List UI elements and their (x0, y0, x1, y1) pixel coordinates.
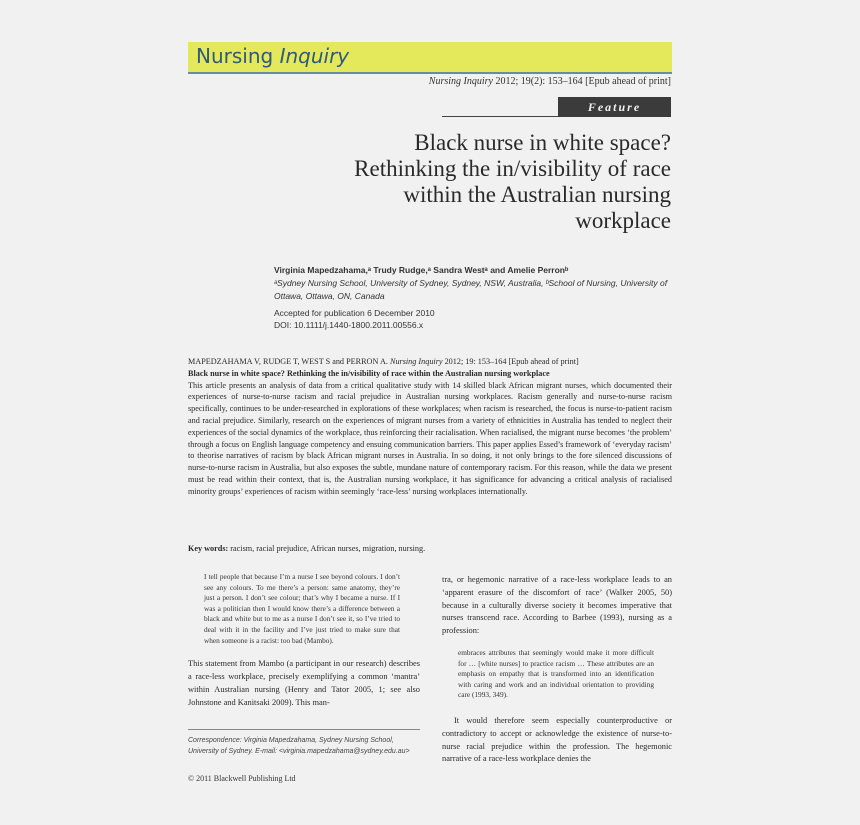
right-paragraph-2: It would therefore seem especially counterproductive or contradictory to accept or acknowledge the existence of nurse-to-nurse racial prejudice within the profession. The hegemonic narrative of a race-less workplace denies the (442, 715, 672, 764)
title-line: Rethinking the in/visibility of race (354, 156, 671, 181)
author-names: Virginia Mapedzahama,ᵃ Trudy Rudge,ᵃ Sandra Westᵃ and Amelie Perronᵇ (274, 265, 569, 275)
citation-details: 2012; 19(2): 153–164 [Epub ahead of print] (492, 76, 671, 87)
abstract-body: This article presents an analysis of data from a critical qualitative study with 14 skilled black African migrant nurses, which documented their experiences of nurse-to-nurse racism and racial prejudice in Australian nursing workplaces. Racism generally and nurse-to-nurse racism specifically, continues to be under-researched in explorations of these workplaces; when racism is researched, the focus is nurse-to-patient racism and racial prejudice. Similarly, research on the experiences of migrant nurses from a variety of ethnicities in Australia has tended to neglect their experiences of the social dynamics of the workplace, thus reinforcing their racialisation. When racialised, the migrant nurse becomes ‘the problem’ through a focus on English language competency and ensuing communication barriers. This paper applies Essed’s framework of ‘everyday racism’ to theorise narratives of racism by black African migrant nurses in Australia. In so doing, it not only brings to the fore silenced discussions of nurse-to-nurse racism in Australia, but also exposes the subtle, mundane nature of contemporary racism. For this reason, while the data we present must be read within their context, that is, the Australian nursing workplace, it has significance for advancing a critical analysis of racialised minority groups’ experiences of racism within seemingly ‘race-less’ nursing workplaces internationally. (188, 380, 672, 496)
keywords-label: Key words: (188, 544, 229, 553)
article-title (241, 130, 671, 234)
authors-block (274, 265, 674, 303)
right-block-quote: embraces attributes that seemingly would make it more difficult for … [white nurses] to practice racism … These attributes are an emphasis on empathy that is transformed into an identification with caring and work and an individual orientation to providing care (1993, 349). (458, 647, 654, 700)
keywords (188, 543, 672, 554)
acceptance-info (274, 307, 435, 331)
right-column (442, 574, 672, 766)
right-paragraph-1: tra, or hegemonic narrative of a race-less workplace leads to an ‘apparent erasure of the discomfort of race’ (Walker 2005, 50) because in a culturally diverse society it becomes imperative that nurses transcend race. According to Barbee (1993), nursing as a profession: (442, 575, 672, 636)
left-column (188, 572, 420, 709)
feature-rule (442, 116, 558, 117)
journal-header-rule (188, 72, 672, 74)
abstract (188, 356, 672, 498)
journal-header-bar (188, 42, 672, 72)
abstract-cite-journal: Nursing Inquiry (389, 357, 443, 366)
journal-name-italic: Inquiry (279, 44, 350, 68)
doi: DOI: 10.1111/j.1440-1800.2011.00556.x (274, 320, 424, 330)
abstract-citation (188, 356, 672, 368)
left-paragraph: This statement from Mambo (a participant in our research) describes a race-less workplace, precisely exemplifying a common ‘mantra’ within Australian nursing (Henry and Tator 2005, 1; see also Johnstone and Kanitsaki 2009). This man- (188, 659, 420, 707)
section-label: Feature (558, 97, 671, 117)
left-block-quote: I tell people that because I’m a nurse I see beyond colours. I don’t see any colours. To me there’s a person: same anatomy, they’re just a person. I don’t see colour; that’s why I became a nurse. If I was a politician then I would know there’s a difference between a black and white but to me as a nurse I don’t see it, so I’ve tried to deal with it in the facility and I’ve just tried to make sure that when someone is a racist: too bad (Mambo). (204, 572, 400, 645)
copyright: © 2011 Blackwell Publishing Ltd (188, 774, 296, 783)
abstract-article-title: Black nurse in white space? Rethinking the in/visibility of race within the Australian nursing workplace (188, 368, 550, 378)
journal-citation (429, 76, 671, 87)
journal-name-regular: Nursing (196, 44, 280, 68)
title-line: Black nurse in white space? (414, 130, 671, 155)
footnote-rule (188, 729, 420, 730)
correspondence-note: Correspondence: Virginia Mapedzahama, Sydney Nursing School, University of Sydney. E-mail: <virginia.mapedzahama@sydney.edu.au> (188, 737, 410, 755)
title-line: workplace (575, 208, 671, 233)
author-affiliations: ᵃSydney Nursing School, University of Sydney, Sydney, NSW, Australia, ᵇSchool of Nursing, University of Ottawa, Ottawa, ON, Canada (274, 278, 668, 301)
citation-journal: Nursing Inquiry (428, 76, 493, 87)
accepted-date: Accepted for publication 6 December 2010 (274, 308, 435, 318)
title-line: within the Australian nursing (403, 182, 671, 207)
journal-name (196, 44, 349, 68)
abstract-cite-authors: MAPEDZAHAMA V, RUDGE T, WEST S and PERRON A. (188, 357, 390, 366)
abstract-cite-rest: 2012; 19: 153–164 [Epub ahead of print] (442, 357, 579, 366)
keywords-text: racism, racial prejudice, African nurses, migration, nursing. (228, 544, 426, 553)
